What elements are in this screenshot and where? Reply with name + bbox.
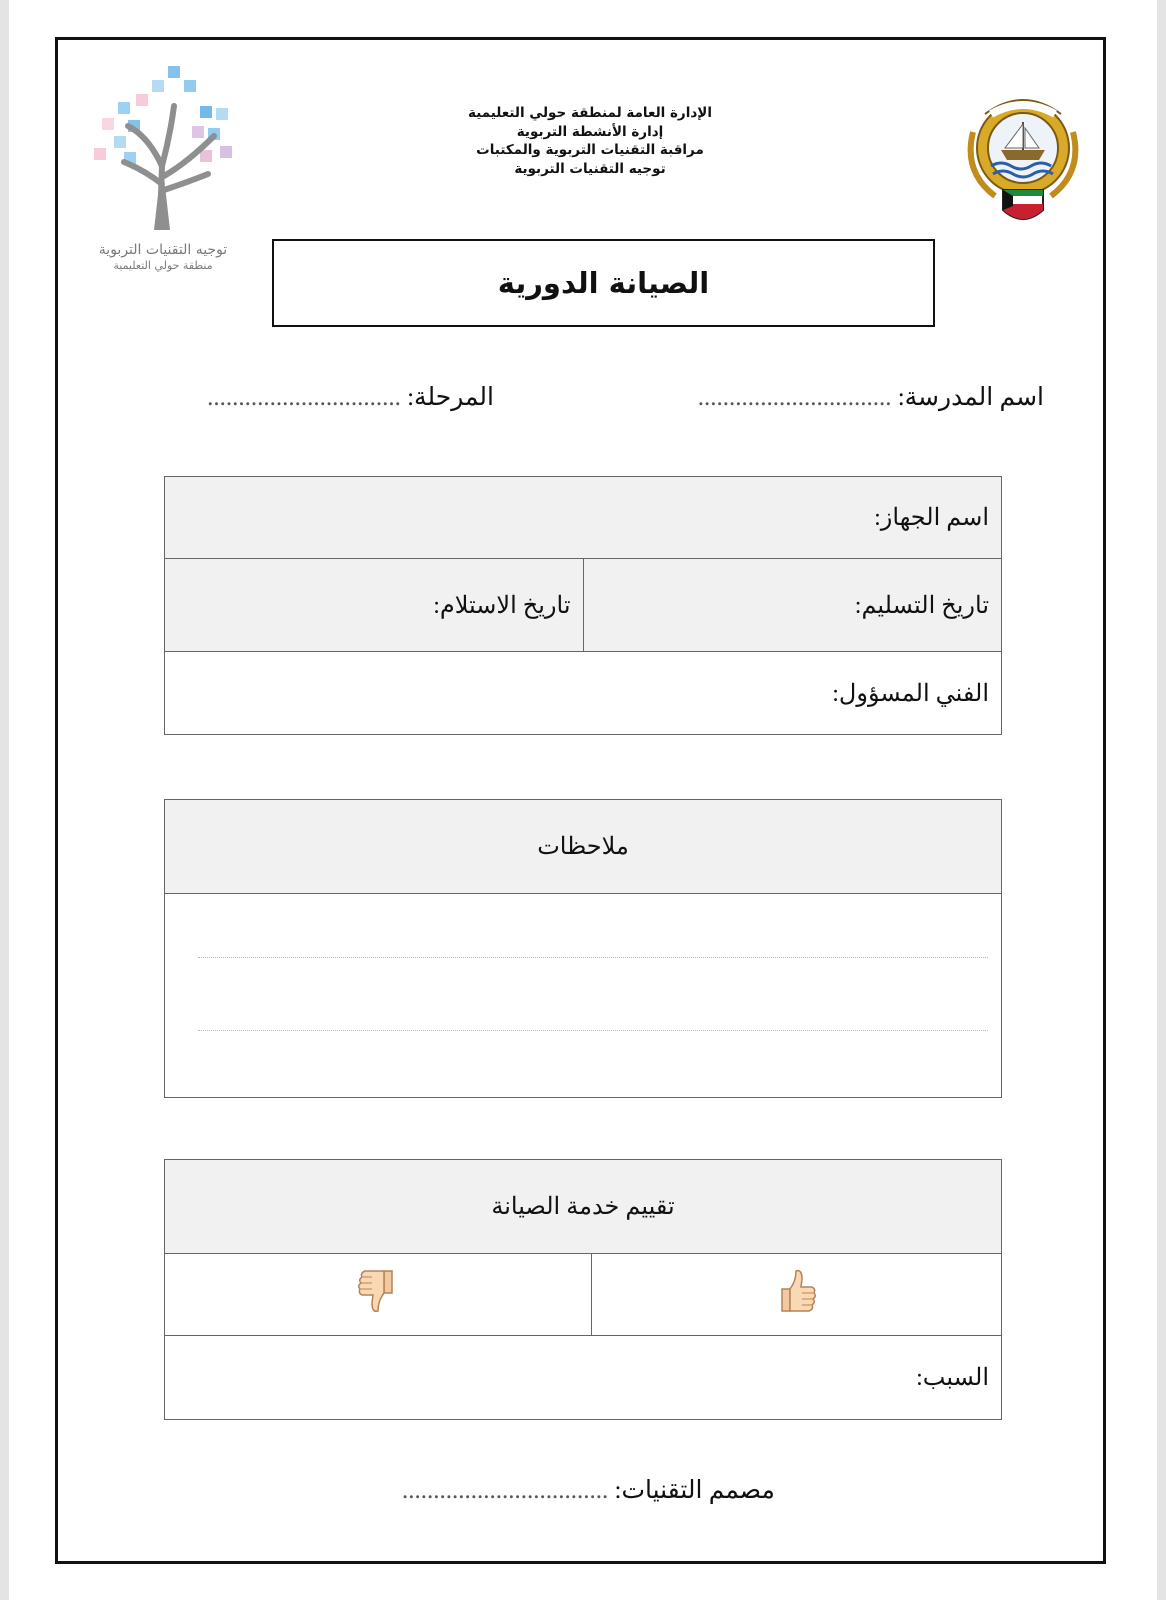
school-name-label: اسم المدرسة: bbox=[897, 384, 1044, 411]
tree-logo-icon bbox=[88, 66, 238, 246]
header-line1: الإدارة العامة لمنطقة حولي التعليمية bbox=[468, 105, 712, 121]
thumbs-up-cell[interactable] bbox=[591, 1254, 1001, 1336]
reason-cell[interactable] bbox=[165, 1336, 1002, 1420]
header-line2: إدارة الأنشطة التربوية bbox=[516, 123, 664, 140]
technician-cell[interactable] bbox=[165, 652, 1002, 735]
school-name-dots: ............................... bbox=[697, 384, 892, 411]
header-line4: توجيه التقنيات التربوية bbox=[514, 160, 666, 177]
thumbs-up-icon[interactable] bbox=[774, 1267, 818, 1315]
school-name-field[interactable] bbox=[698, 382, 1044, 412]
receipt-date-cell[interactable] bbox=[165, 559, 584, 652]
header-line3: مراقبة التقنيات التربوية والمكتبات bbox=[476, 142, 704, 158]
page-left-margin bbox=[0, 0, 9, 1600]
technology-designer-label: مصمم التقنيات: bbox=[614, 1477, 775, 1504]
device-name-cell[interactable] bbox=[165, 477, 1002, 559]
kuwait-emblem-icon bbox=[965, 92, 1081, 232]
thumbs-down-cell[interactable] bbox=[165, 1254, 592, 1336]
stage-dots: ............................... bbox=[207, 384, 401, 411]
stage-label: المرحلة: bbox=[407, 384, 494, 411]
logo-caption-line1: توجيه التقنيات التربوية bbox=[98, 242, 228, 258]
page-title: الصيانة الدورية bbox=[272, 239, 935, 327]
technology-designer-dots: ................................. bbox=[402, 1477, 609, 1504]
delivery-date-label: تاريخ التسليم: bbox=[854, 592, 989, 619]
organization-header bbox=[440, 104, 740, 178]
device-info-table bbox=[164, 476, 1002, 735]
delivery-date-cell[interactable] bbox=[583, 559, 1002, 652]
receipt-date-label: تاريخ الاستلام: bbox=[433, 592, 571, 619]
notes-dotted-line-2 bbox=[198, 1030, 988, 1031]
logo-caption-line2: منطقة حولي التعليمية bbox=[113, 259, 213, 272]
page-right-margin bbox=[1157, 0, 1166, 1600]
technology-designer-field[interactable] bbox=[402, 1475, 775, 1505]
notes-table bbox=[164, 799, 1002, 1098]
notes-header: ملاحظات bbox=[165, 800, 1002, 894]
notes-dotted-line-1 bbox=[198, 957, 988, 958]
reason-label: السبب: bbox=[916, 1365, 989, 1391]
logo-caption bbox=[78, 242, 248, 273]
stage-field[interactable] bbox=[207, 382, 494, 412]
notes-area[interactable] bbox=[165, 894, 1002, 1098]
rating-header: تقييم خدمة الصيانة bbox=[165, 1160, 1002, 1254]
device-name-label: اسم الجهاز: bbox=[874, 505, 989, 531]
rating-table bbox=[164, 1159, 1002, 1420]
thumbs-down-icon[interactable] bbox=[356, 1267, 400, 1315]
technician-label: الفني المسؤول: bbox=[832, 680, 989, 707]
